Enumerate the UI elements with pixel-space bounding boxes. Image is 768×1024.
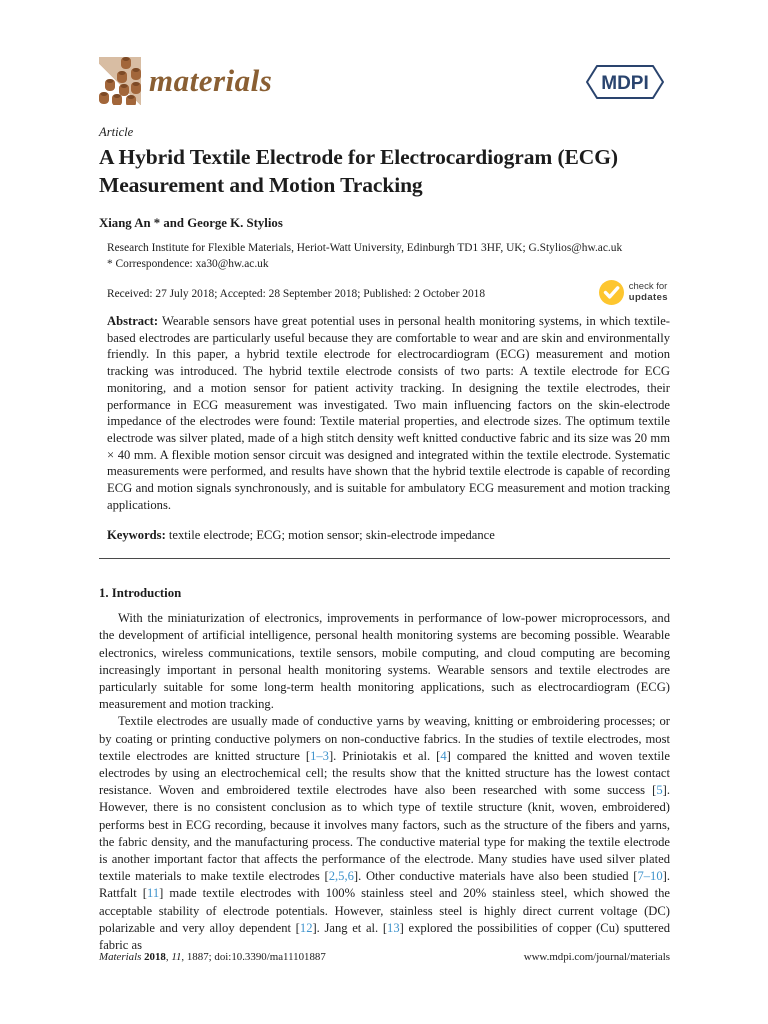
citation-ref[interactable]: 7–10 xyxy=(637,869,663,884)
article-type-label: Article xyxy=(99,125,134,139)
affiliation-line: Research Institute for Flexible Materials, Heriot-Watt University, Edinburgh TD1 3HF, UK; G.Stylios@hw.ac.uk xyxy=(107,242,623,254)
keywords-text: textile electrode; ECG; motion sensor; skin-electrode impedance xyxy=(168,528,495,543)
article-title: A Hybrid Textile Electrode for Electrocardiogram (ECG) Measurement and Motion Tracking xyxy=(99,145,618,197)
citation-ref[interactable]: 1–3 xyxy=(310,748,329,763)
check-badge-text: check for updates xyxy=(628,281,668,303)
abstract-label: Abstract: xyxy=(107,314,162,328)
journal-wordmark: materials xyxy=(149,63,273,98)
citation-ref[interactable]: 11 xyxy=(147,886,160,901)
keywords-label: Keywords: xyxy=(107,528,169,543)
footer-citation: Materials 2018, 11, 1887; doi:10.3390/ma11101887 xyxy=(99,951,326,963)
abstract xyxy=(99,313,670,513)
section-heading-introduction: 1. Introduction xyxy=(99,586,182,601)
journal-brand xyxy=(99,57,272,105)
affiliation-block xyxy=(99,241,670,272)
abstract-text: Wearable sensors have great potential uses in personal health monitoring systems, in which textile-based electrodes are particularly useful because they are comfortable to wear and are skin and environmentally friendly. In this paper, a hybrid textile electrode for electrocardiogram (ECG) measurement and motion tracking was introduced. The hybrid textile electrode consists of two parts: A textile electrode for ECG monitoring, and a motion sensor for patient activity tracking. In designing the textile electrodes, their performance in ECG measurement was investigated. Two main influencing factors on the skin-electrode impedance of the electrodes were found: Textile material properties, and electrode sizes. The optimum textile electrode was silver plated, made of a high stitch density weft knitted conductive fabric and its size was 20 mm × 40 mm. A flexible motion sensor circuit was designed and integrated within the textile electrode. Systematic measurements were performed, and results have shown that the hybrid textile electrode is capable of recording ECG and motion signals synchronously, and is suitable for ambulatory ECG measurement and motion tracking applications. xyxy=(107,314,670,512)
front-matter-divider xyxy=(99,558,670,559)
citation-ref[interactable]: 13 xyxy=(387,920,400,935)
page-footer xyxy=(99,951,670,963)
intro-paragraph-1: With the miniaturization of electronics, improvements in performance of low-power microprocessors, and the development of artificial intelligence, personal health monitoring systems are becoming possible. Wearable electronics, wireless communications, textile sensors, mobile computing, and cloud computing are becoming increasingly important in personal health monitoring systems. Wearable sensors and textile electrodes are particularly suitable for some long-term health monitoring applications, such as electrocardiogram (ECG) measurement and motion tracking. xyxy=(99,611,670,712)
dates-row xyxy=(99,281,670,303)
citation-ref[interactable]: 5 xyxy=(656,783,663,798)
intro-paragraph-2: Textile electrodes are usually made of conductive yarns by weaving, knitting or embroidering processes; or by coating or printing conductive polymers on non-conductive fabrics. In the studies of textile electrodes, most textile electrodes are knitted structure [1–3]. Priniotakis et al. [4] compared the knitted and woven textile electrodes by using an electrochemical cell; the results show that the knitted structure has the lowest contact resistance. Woven and embroidered textile electrodes have also been researched with some success [5]. However, there is no consistent conclusion as to which type of textile structure (knit, woven, embroidered) performs best in ECG recording, because it involves many factors, such as the structure of the fibers and yarns, the fabric density, and the manufacturing process. The conductive material type for making the textile electrode is another important factor that affects the performance of the electrode. Many studies have used silver plated textile materials to make textile electrodes [2,5,6]. Other conductive materials have also been studied [7–10]. Rattfalt [11] made textile electrodes with 100% stainless steel and 20% stainless steel, which showed the acceptable stability of electrode potentials. However, stainless steel is highly direct current voltage (DC) polarizable and very alloy dependent [12]. Jang et al. [13] explored the possibilities of copper (Cu) sputtered fabric as xyxy=(99,714,671,952)
mdpi-logo[interactable] xyxy=(580,61,670,108)
materials-logo-icon xyxy=(99,57,141,105)
citation-ref[interactable]: 4 xyxy=(440,748,447,763)
footer-journal-url[interactable]: www.mdpi.com/journal/materials xyxy=(523,951,670,963)
correspondence-line: * Correspondence: xa30@hw.ac.uk xyxy=(107,257,269,270)
received-accepted-published: Received: 27 July 2018; Accepted: 28 September 2018; Published: 2 October 2018 xyxy=(107,288,486,300)
citation-ref[interactable]: 12 xyxy=(299,920,313,935)
check-icon xyxy=(598,279,625,306)
mdpi-logo-text: MDPI xyxy=(601,73,649,94)
authors-line: Xiang An * and George K. Stylios xyxy=(99,216,283,230)
keywords xyxy=(99,527,670,544)
journal-header xyxy=(99,57,670,109)
citation-ref[interactable]: 2,5,6 xyxy=(328,869,354,884)
check-for-updates-badge[interactable] xyxy=(598,279,668,306)
